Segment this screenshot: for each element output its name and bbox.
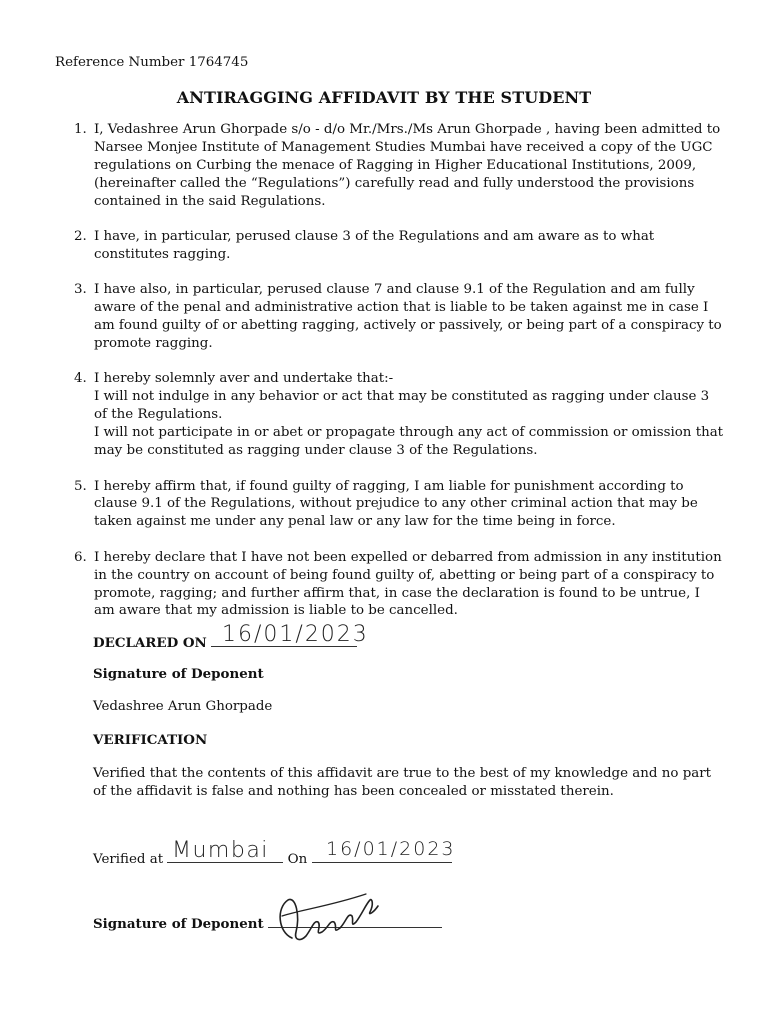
document-title: ANTIRAGGING AFFIDAVIT BY THE STUDENT <box>176 88 592 107</box>
clause-item <box>74 121 724 211</box>
clause-text: I have also, in particular, perused clause 7 and clause 9.1 of the Regulation and am fully aware of the penal and administrative action that is liable to be taken against me in case I am found guilty of or abetting ragging, actively or passively, or being part of a conspiracy to promote ragging. <box>94 282 722 352</box>
clause-number: 2. <box>74 229 87 245</box>
clause-text: I hereby affirm that, if found guilty of ragging, I am liable for punishment according to clause 9.1 of the Regulations, without prejudice to any other criminal action that may be taken against me under any penal law or any law for the time being in force. <box>94 478 698 530</box>
on-label: On <box>287 852 308 867</box>
affidavit-clauses <box>74 121 724 638</box>
verified-place-handwritten: Mumbai <box>172 838 269 863</box>
clause-item <box>74 281 724 353</box>
clause-number: 1. <box>74 122 87 137</box>
clause-subtext: I will not participate in or abet or propagate through any act of commission or omission that may be constituted as ragging under clause 3 of the Regulations. <box>94 425 724 459</box>
clause-item <box>74 370 724 460</box>
clause-item <box>74 228 724 264</box>
verified-date-handwritten: 16/01/2023 <box>326 838 456 860</box>
verification-text: Verified that the contents of this affidavit are true to the best of my knowledge and no part of the affidavit is false and nothing has been concealed or misstated therein. <box>93 766 712 799</box>
handwritten-signature <box>270 886 390 948</box>
clause-number: 5. <box>74 478 87 494</box>
deponent-name: Vedashree Arun Ghorpade <box>93 699 273 714</box>
clause-number: 6. <box>74 549 87 565</box>
clause-text: I have, in particular, perused clause 3 of the Regulations and am aware as to what constitutes ragging. <box>94 229 655 262</box>
clause-text: I, Vedashree Arun Ghorpade s/o - d/o Mr./Mrs./Ms Arun Ghorpade , having been admitted to Narsee Monjee Institute of Management Studies Mumbai have received a copy of the UGC regulations on Curbing the menace of Ragging in Higher Educational Institutions, 2009, (hereinafter called the “Regulations”) carefully read and fully understood the provisions contained in the said Regulations. <box>94 122 721 209</box>
verified-at-label: Verified at <box>93 852 164 867</box>
verification-heading: VERIFICATION <box>93 732 208 748</box>
signature-label: Signature of Deponent <box>93 666 264 682</box>
clause-text: I hereby solemnly aver and undertake that:- <box>94 371 394 387</box>
signature-label-2: Signature of Deponent <box>93 916 264 932</box>
clause-number: 4. <box>74 371 87 387</box>
clause-item <box>74 478 724 532</box>
clause-item <box>74 549 724 621</box>
declared-date-handwritten: 16/01/2023 <box>222 622 369 647</box>
declared-on-label: DECLARED ON <box>93 635 207 651</box>
clause-subtext: I will not indulge in any behavior or act that may be constituted as ragging under clause 3 of the Regulations. <box>94 389 710 423</box>
reference-number: Reference Number 1764745 <box>55 55 249 70</box>
clause-text: I hereby declare that I have not been expelled or debarred from admission in any institution in the country on account of being found guilty of, abetting or being part of a conspiracy to promote, ragging; and further affirm that, in case the declaration is found to be untrue, I am aware that my admission is liable to be cancelled. <box>94 549 722 619</box>
clause-number: 3. <box>74 282 87 298</box>
